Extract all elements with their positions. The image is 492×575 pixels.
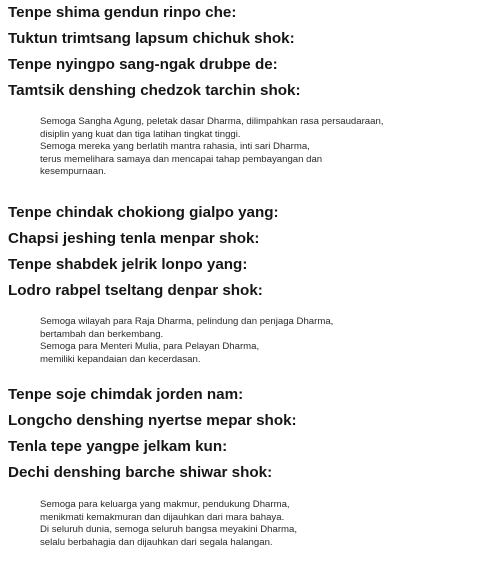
translation-line: selalu berbahagia dan dijauhkan dari segala halangan. xyxy=(40,536,273,548)
verse-line: Tenpe shima gendun rinpo che: xyxy=(8,4,237,21)
translation-line: Semoga para keluarga yang makmur, pendukung Dharma, xyxy=(40,499,290,510)
verse-line: Tenla tepe yangpe jelkam kun: xyxy=(8,438,228,455)
verse-line: Dechi denshing barche shiwar shok: xyxy=(8,464,273,481)
verse-line: Tenpe shabdek jelrik lonpo yang: xyxy=(8,256,248,273)
translation-block-1 xyxy=(40,116,383,179)
translation-line: Semoga para Menteri Mulia, para Pelayan Dharma, xyxy=(40,341,260,353)
translation-line: disiplin yang kuat dan tiga latihan tingkat tinggi. xyxy=(40,128,241,140)
verse-line: Chapsi jeshing tenla menpar shok: xyxy=(8,230,260,247)
translation-line: Semoga mereka yang berlatih mantra rahasia, inti sari Dharma, xyxy=(40,141,310,153)
translation-block-2 xyxy=(40,316,333,366)
translation-line: menikmati kemakmuran dan dijauhkan dari mara bahaya. xyxy=(40,511,285,523)
translation-line: kesempurnaan. xyxy=(40,166,107,178)
translation-line: memiliki kepandaian dan kecerdasan. xyxy=(40,353,201,365)
translation-line: Semoga Sangha Agung, peletak dasar Dharma, dilimpahkan rasa persaudaraan, xyxy=(40,116,384,127)
translation-line: Di seluruh dunia, semoga seluruh bangsa meyakini Dharma, xyxy=(40,524,298,536)
translation-line: Semoga wilayah para Raja Dharma, pelindung dan penjaga Dharma, xyxy=(40,316,334,327)
verse-line: Tenpe soje chimdak jorden nam: xyxy=(8,386,244,403)
translation-block-3 xyxy=(40,499,297,549)
verse-line: Tuktun trimtsang lapsum chichuk shok: xyxy=(8,30,295,47)
verse-line: Longcho denshing nyertse mepar shok: xyxy=(8,412,297,429)
verse-block-1 xyxy=(8,0,301,104)
translation-line: terus memelihara samaya dan mencapai tahap pembayangan dan xyxy=(40,153,323,165)
verse-line: Tamtsik denshing chedzok tarchin shok: xyxy=(8,82,301,99)
verse-line: Tenpe nyingpo sang-ngak drubpe de: xyxy=(8,56,278,73)
verse-block-3 xyxy=(8,382,297,486)
verse-line: Lodro rabpel tseltang denpar shok: xyxy=(8,282,263,299)
verse-line: Tenpe chindak chokiong gialpo yang: xyxy=(8,204,279,221)
verse-block-2 xyxy=(8,200,279,304)
translation-line: bertambah dan berkembang. xyxy=(40,328,164,340)
